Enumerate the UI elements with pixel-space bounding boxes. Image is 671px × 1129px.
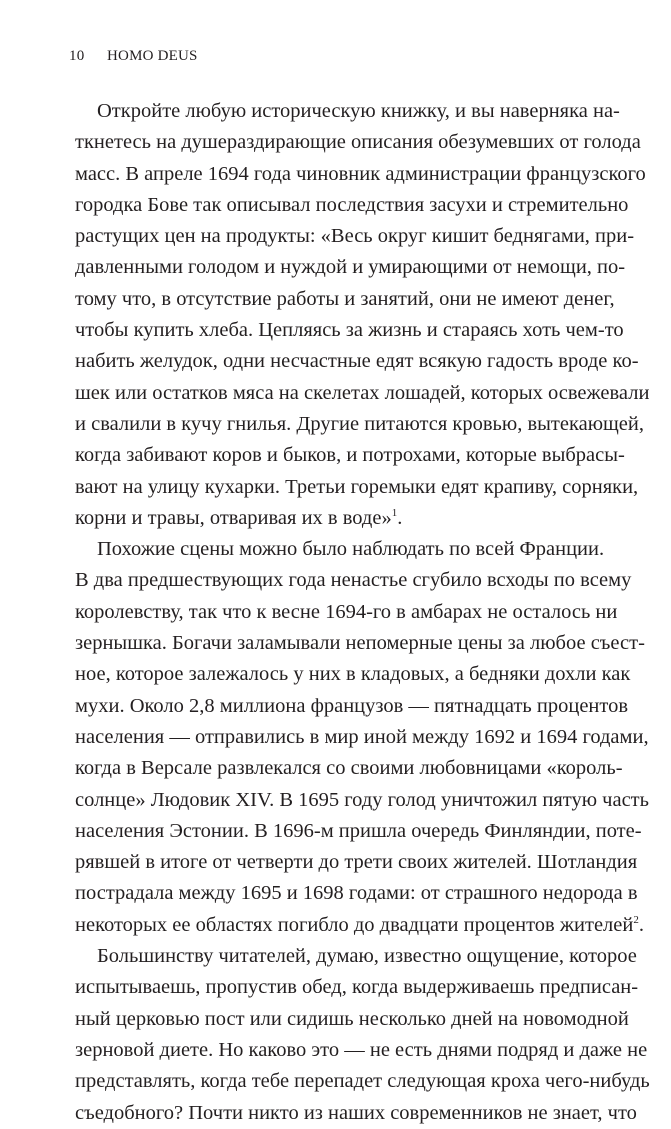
line-text: некоторых ее областях погибло до двадцати процентов жителей (75, 913, 634, 936)
text-line: растущих цен на продукты: «Весь округ кишит беднягами, при- (75, 225, 635, 248)
text-line: ный церковью пост или сидишь несколько дней на новомодной (75, 1007, 629, 1030)
text-line: Большинству читателей, думаю, известно ощущение, которое (97, 945, 637, 968)
text-line: испытываешь, пропустив обед, когда выдерживаешь предписан- (75, 976, 639, 999)
text-line: и свалили в кучу гнилья. Другие питаются кровью, вытекающей, (75, 412, 645, 435)
text-line: вают на улицу кухарки. Третьи горемыки едят крапиву, сорняки, (75, 475, 639, 498)
text-line: населения Эстонии. В 1696-м пришла очередь Финляндии, поте- (75, 819, 642, 842)
footnote-ref[interactable]: 2 (633, 913, 639, 926)
line-tail: . (397, 506, 403, 529)
text-line: когда в Версале развлекался со своими любовницами «король- (75, 757, 623, 780)
text-line: масс. В апреле 1694 года чиновник администрации французского (75, 162, 646, 185)
text-line: когда забивают коров и быков, и потрохами, которые выбрасы- (75, 444, 625, 467)
page-number: 10 (69, 48, 85, 64)
footnote-ref[interactable]: 1 (391, 506, 398, 519)
text-line (75, 910, 644, 941)
text-line (75, 503, 581, 534)
text-line: Откройте любую историческую книжку, и вы наверняка на- (97, 100, 620, 122)
text-line: солнце» Людовик XIV. В 1695 году голод уничтожил пятую часть (75, 788, 649, 811)
text-line: населения — отправились в мир иной между 1692 и 1694 годами, (75, 725, 649, 748)
text-line: городка Бове так описывал последствия засухи и стремительно (75, 193, 629, 216)
text-line: зернышка. Богачи заламывали непомерные цены за любое съест- (75, 632, 645, 655)
text-line: шек или остатков мяса на скелетах лошадей, которых освежевали (75, 381, 650, 404)
running-header (69, 48, 198, 65)
text-line: съедобного? Почти никто из наших современников не знает, что (75, 1101, 637, 1124)
text-line: зерновой диете. Но каково это — не есть днями подряд и даже не (75, 1038, 648, 1061)
text-line: пострадала между 1695 и 1698 годами: от страшного недорода в (75, 882, 638, 905)
text-line: ное, которое залежалось у них в кладовых, а бедняки дохли как (75, 663, 631, 686)
text-line: ткнетесь на душераздирающие описания обезумевших от голода (75, 131, 641, 154)
text-line: давленными голодом и нуждой и умирающими от немощи, по- (75, 256, 626, 279)
text-line: В два предшествующих года ненастье сгубило всходы по всему (75, 569, 632, 592)
text-line: чтобы купить хлеба. Цепляясь за жизнь и стараясь хоть чем-то (75, 319, 624, 342)
text-line: королевству, так что к весне 1694-го в амбарах не осталось ни (75, 600, 618, 623)
line-text: корни и травы, отваривая их в воде» (75, 506, 392, 529)
text-line: набить желудок, одни несчастные едят всякую гадость вроде ко- (75, 350, 639, 373)
body-text (75, 96, 650, 1129)
text-line: мухи. Около 2,8 миллиона французов — пятнадцать процентов (75, 694, 629, 717)
running-title: HOMO DEUS (107, 48, 198, 64)
paragraph (75, 534, 649, 941)
text-line: рявшей в итоге от четверти до трети своих жителей. Шотландия (75, 851, 638, 874)
line-tail: . (638, 913, 644, 936)
text-line: тому что, в отсутствие работы и занятий, они не имеют денег, (75, 287, 615, 310)
text-line: представлять, когда тебе перепадет следующая кроха чего-нибудь (75, 1070, 650, 1093)
paragraph (75, 96, 650, 534)
text-line: Похожие сцены можно было наблюдать по всей Франции. (97, 538, 605, 561)
paragraph (75, 941, 650, 1129)
